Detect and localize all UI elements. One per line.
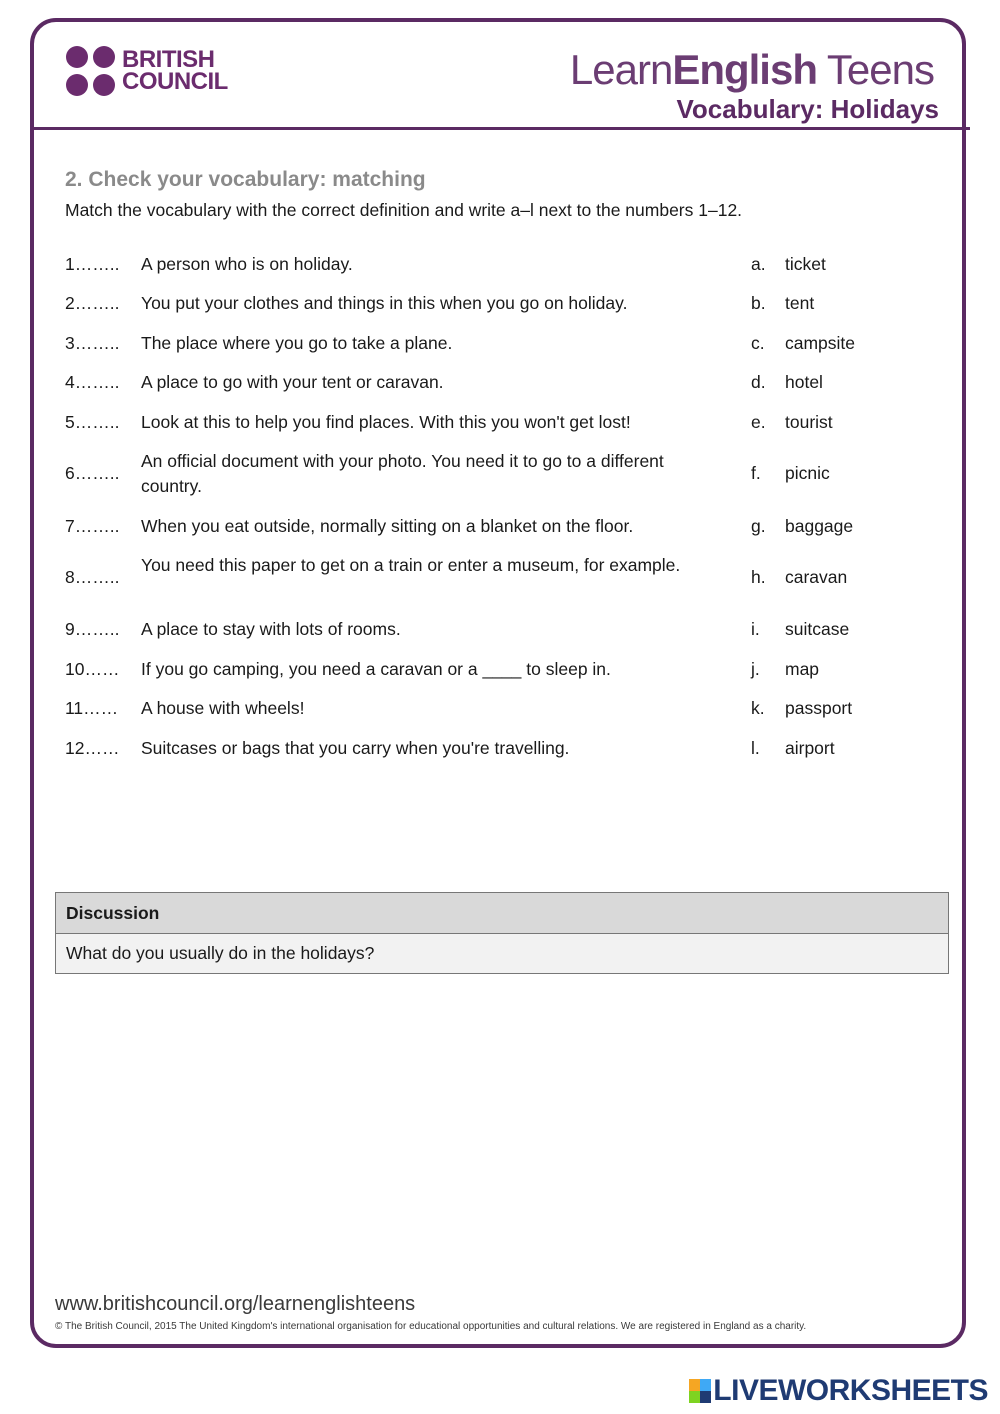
question-number: 11…… [65, 698, 119, 718]
vocabulary-word: airport [785, 738, 835, 758]
definition-text: A place to go with your tent or caravan. [141, 372, 444, 392]
answer-letter: d. [751, 372, 766, 392]
discussion-box [55, 892, 949, 974]
vocabulary-word: map [785, 659, 820, 679]
definition-text: If you go camping, you need a caravan or a ____ to sleep in. [141, 659, 611, 679]
british-council-dots-icon [66, 46, 116, 96]
definition-text: Suitcases or bags that you carry when you're travelling. [141, 738, 570, 758]
answer-letter: l. [751, 738, 760, 758]
question-number: 7…….. [65, 516, 120, 536]
definition-text: The place where you go to take a plane. [141, 333, 453, 353]
liveworksheets-text: LIVEWORKSHEETS [713, 1374, 988, 1407]
liveworksheets-watermark [689, 1374, 988, 1408]
definition-text: A house with wheels! [141, 698, 305, 718]
vocabulary-word: tourist [785, 412, 833, 432]
definition-text: An official document with your photo. You need it to go to a different country. [141, 451, 664, 496]
header-divider [30, 127, 970, 130]
question-number: 9…….. [65, 619, 120, 639]
vocabulary-word: tent [785, 293, 815, 313]
question-number: 2…….. [65, 293, 120, 313]
answer-letter: i. [751, 619, 760, 639]
answer-letter: k. [751, 698, 765, 718]
vocabulary-word: hotel [785, 372, 823, 392]
answer-letter: a. [751, 254, 766, 274]
copyright-text: © The British Council, 2015 The United Kingdom's international organisation for educational opportunities and cultural relations. We are registered in England as a charity. [55, 1321, 807, 1332]
answer-letter: f. [751, 463, 761, 483]
vocabulary-word: campsite [785, 333, 856, 353]
vocabulary-word: ticket [785, 254, 826, 274]
definition-text: A place to stay with lots of rooms. [141, 619, 401, 639]
answer-letter: g. [751, 516, 766, 536]
vocabulary-word: passport [785, 698, 853, 718]
vocabulary-word: caravan [785, 567, 848, 587]
vocabulary-word: suitcase [785, 619, 850, 639]
answer-letter: c. [751, 333, 765, 353]
question-number: 12…… [65, 738, 120, 758]
instructions: Match the vocabulary with the correct definition and write a–l next to the numbers 1–12. [65, 200, 743, 220]
learnenglish-teens-logo [570, 46, 934, 94]
page-subtitle: Vocabulary: Holidays [676, 94, 939, 124]
definition-text: When you eat outside, normally sitting on a blanket on the floor. [141, 516, 634, 536]
definition-text: Look at this to help you find places. With this you won't get lost! [141, 412, 631, 432]
vocabulary-word: picnic [785, 463, 830, 483]
question-number: 4…….. [65, 372, 120, 392]
question-number: 10…… [65, 659, 120, 679]
discussion-heading: Discussion [56, 893, 948, 934]
footer-url[interactable]: www.britishcouncil.org/learnenglishteens [55, 1293, 416, 1315]
section-title: 2. Check your vocabulary: matching [65, 168, 426, 191]
le-teens: Teens [817, 46, 934, 93]
question-number: 8…….. [65, 567, 120, 587]
answer-letter: e. [751, 412, 766, 432]
answer-letter: b. [751, 293, 766, 313]
answer-letter: j. [751, 659, 760, 679]
british-council-logo [66, 46, 228, 96]
bc-line1: BRITISH [122, 46, 215, 73]
discussion-question: What do you usually do in the holidays? [56, 934, 948, 973]
answer-letter: h. [751, 567, 766, 587]
definition-text: You need this paper to get on a train or enter a museum, for example. [141, 555, 681, 575]
vocabulary-word: baggage [785, 516, 854, 536]
question-number: 5…….. [65, 412, 120, 432]
question-number: 3…….. [65, 333, 120, 353]
bc-line2: COUNCIL [122, 68, 228, 95]
question-number: 1…….. [65, 254, 120, 274]
liveworksheets-icon [689, 1379, 711, 1403]
definition-text: You put your clothes and things in this when you go on holiday. [141, 293, 628, 313]
le-learn: Learn [569, 46, 673, 93]
question-number: 6…….. [65, 463, 120, 483]
definition-text: A person who is on holiday. [141, 254, 353, 274]
le-english: English [672, 46, 817, 93]
